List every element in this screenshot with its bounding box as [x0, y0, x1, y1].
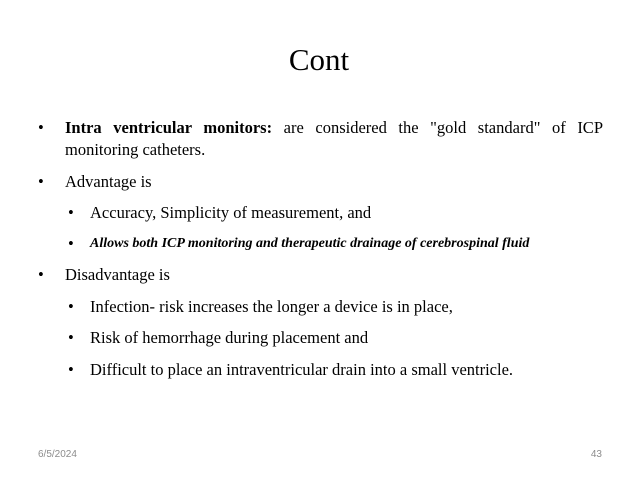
bullet-text [65, 117, 603, 161]
bullet-text: Difficult to place an intraventricular drain into a small ventricle. [90, 360, 514, 379]
sub-bullet-hemorrhage [68, 327, 603, 349]
page-number: 43 [590, 449, 602, 460]
slide-title: Cont [288, 42, 350, 77]
bullet-term: Intra ventricular monitors: [65, 118, 273, 137]
bullet-text: Risk of hemorrhage during placement and [90, 328, 369, 347]
footer-date: 6/5/2024 [38, 449, 77, 460]
bullet-description: are considered the "gold standard" of ICP monitoring catheters. [65, 118, 603, 159]
bullet-text: Infection- risk increases the longer a device is in place, [90, 297, 453, 316]
sub-bullet-drainage [68, 233, 603, 255]
bullet-intraventricular-monitors [38, 117, 603, 161]
sub-bullet-infection [68, 296, 603, 318]
bullet-disadvantage [38, 264, 603, 286]
bullet-dot: • [38, 265, 44, 284]
bullet-advantage [38, 171, 603, 193]
bullet-text: Advantage is [65, 172, 152, 191]
bullet-dot: • [68, 328, 74, 347]
sub-bullet-accuracy [68, 202, 603, 224]
bullet-text: Allows both ICP monitoring and therapeutic drainage of cerebrospinal fluid [90, 236, 530, 251]
bullet-dot: • [38, 118, 44, 137]
bullet-dot: • [68, 297, 74, 316]
bullet-dot: • [68, 234, 74, 253]
bullet-text: Disadvantage is [65, 265, 170, 284]
bullet-dot: • [68, 360, 74, 379]
bullet-text: Accuracy, Simplicity of measurement, and [90, 203, 372, 222]
sub-bullet-small-ventricle [68, 359, 603, 381]
bullet-dot: • [68, 203, 74, 222]
bullet-dot: • [38, 172, 44, 191]
